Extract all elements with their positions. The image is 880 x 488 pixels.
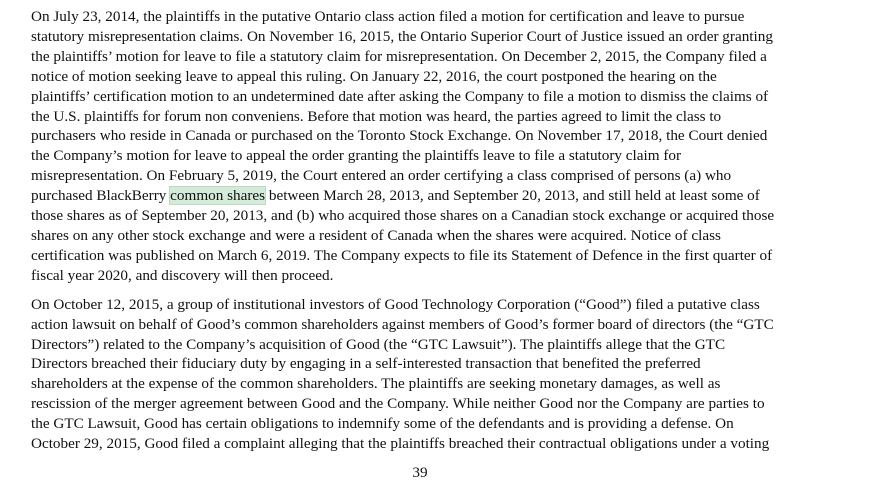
highlighted-term[interactable]: common shares xyxy=(170,187,266,205)
text-line: the plaintiffs’ motion for leave to file a statutory claim for misrepresentation. On December 2, 2015, the Company filed a xyxy=(31,47,767,65)
text-line: the Company’s motion for leave to appeal the order granting the plaintiffs leave to file a statutory claim for xyxy=(31,147,682,165)
text-line: fiscal year 2020, and discovery will then proceed. xyxy=(31,266,334,284)
document-page xyxy=(31,7,853,454)
text-line: shares on any other stock exchange and were a resident of Canada when the shares were acquired. Notice of class xyxy=(31,226,721,244)
text-segment: between March 28, 2013, and September 20, 2013, and still held at least some of xyxy=(265,187,760,205)
text-segment: purchased BlackBerry xyxy=(31,187,171,205)
text-line: rescission of the merger agreement between Good and the Company. While neither Good nor the Company are parties to xyxy=(31,395,765,413)
text-line: Directors breached their fiduciary duty by engaging in a self-interested transaction that benefited the preferred xyxy=(31,355,701,373)
text-line: misrepresentation. On February 5, 2019, the Court entered an order certifying a class comprised of persons (a) who xyxy=(31,167,732,185)
text-line: shareholders at the expense of the common shareholders. The plaintiffs are seeking monetary damages, as well as xyxy=(31,375,721,393)
paragraph-gtc-lawsuit xyxy=(31,295,853,454)
text-line: action lawsuit on behalf of Good’s common shareholders against members of Good’s former board of directors (the “GTC xyxy=(31,315,774,333)
text-line: statutory misrepresentation claims. On November 16, 2015, the Ontario Superior Court of Justice issued an order granting xyxy=(31,27,773,45)
text-line: certification was published on March 6, 2019. The Company expects to file its Statement of Defence in the first quarter of xyxy=(31,246,773,264)
text-line: the GTC Lawsuit, Good has certain obligations to indemnify some of the defendants and is providing a defense. On xyxy=(31,415,734,433)
page-number: 39 xyxy=(412,464,428,481)
text-line-with-highlight xyxy=(31,186,853,206)
text-line: purchasers who reside in Canada or purchased on the Toronto Stock Exchange. On November 17, 2018, the Court denied xyxy=(31,127,768,145)
text-line: Directors”) related to the Company’s acquisition of Good (the “GTC Lawsuit”). The plaintiffs allege that the GTC xyxy=(31,335,726,353)
text-line: October 29, 2015, Good filed a complaint alleging that the plaintiffs breached their contractual obligations under a voting xyxy=(31,435,770,453)
text-line: On October 12, 2015, a group of institutional investors of Good Technology Corporation (“Good”) filed a putative class xyxy=(31,295,760,313)
text-line: plaintiffs’ certification motion to an undetermined date after asking the Company to file a motion to dismiss the claims of xyxy=(31,87,769,105)
text-line: On July 23, 2014, the plaintiffs in the putative Ontario class action filed a motion for certification and leave to pursue xyxy=(31,8,745,25)
text-line: those shares as of September 20, 2013, and (b) who acquired those shares on a Canadian stock exchange or acquired those xyxy=(31,207,775,225)
paragraph-ontario-class-action xyxy=(31,7,853,286)
text-line: the U.S. plaintiffs for forum non conveniens. Before that motion was heard, the parties agreed to limit the class to xyxy=(31,107,722,125)
text-line: notice of motion seeking leave to appeal this ruling. On January 22, 2016, the court postponed the hearing on the xyxy=(31,67,717,85)
